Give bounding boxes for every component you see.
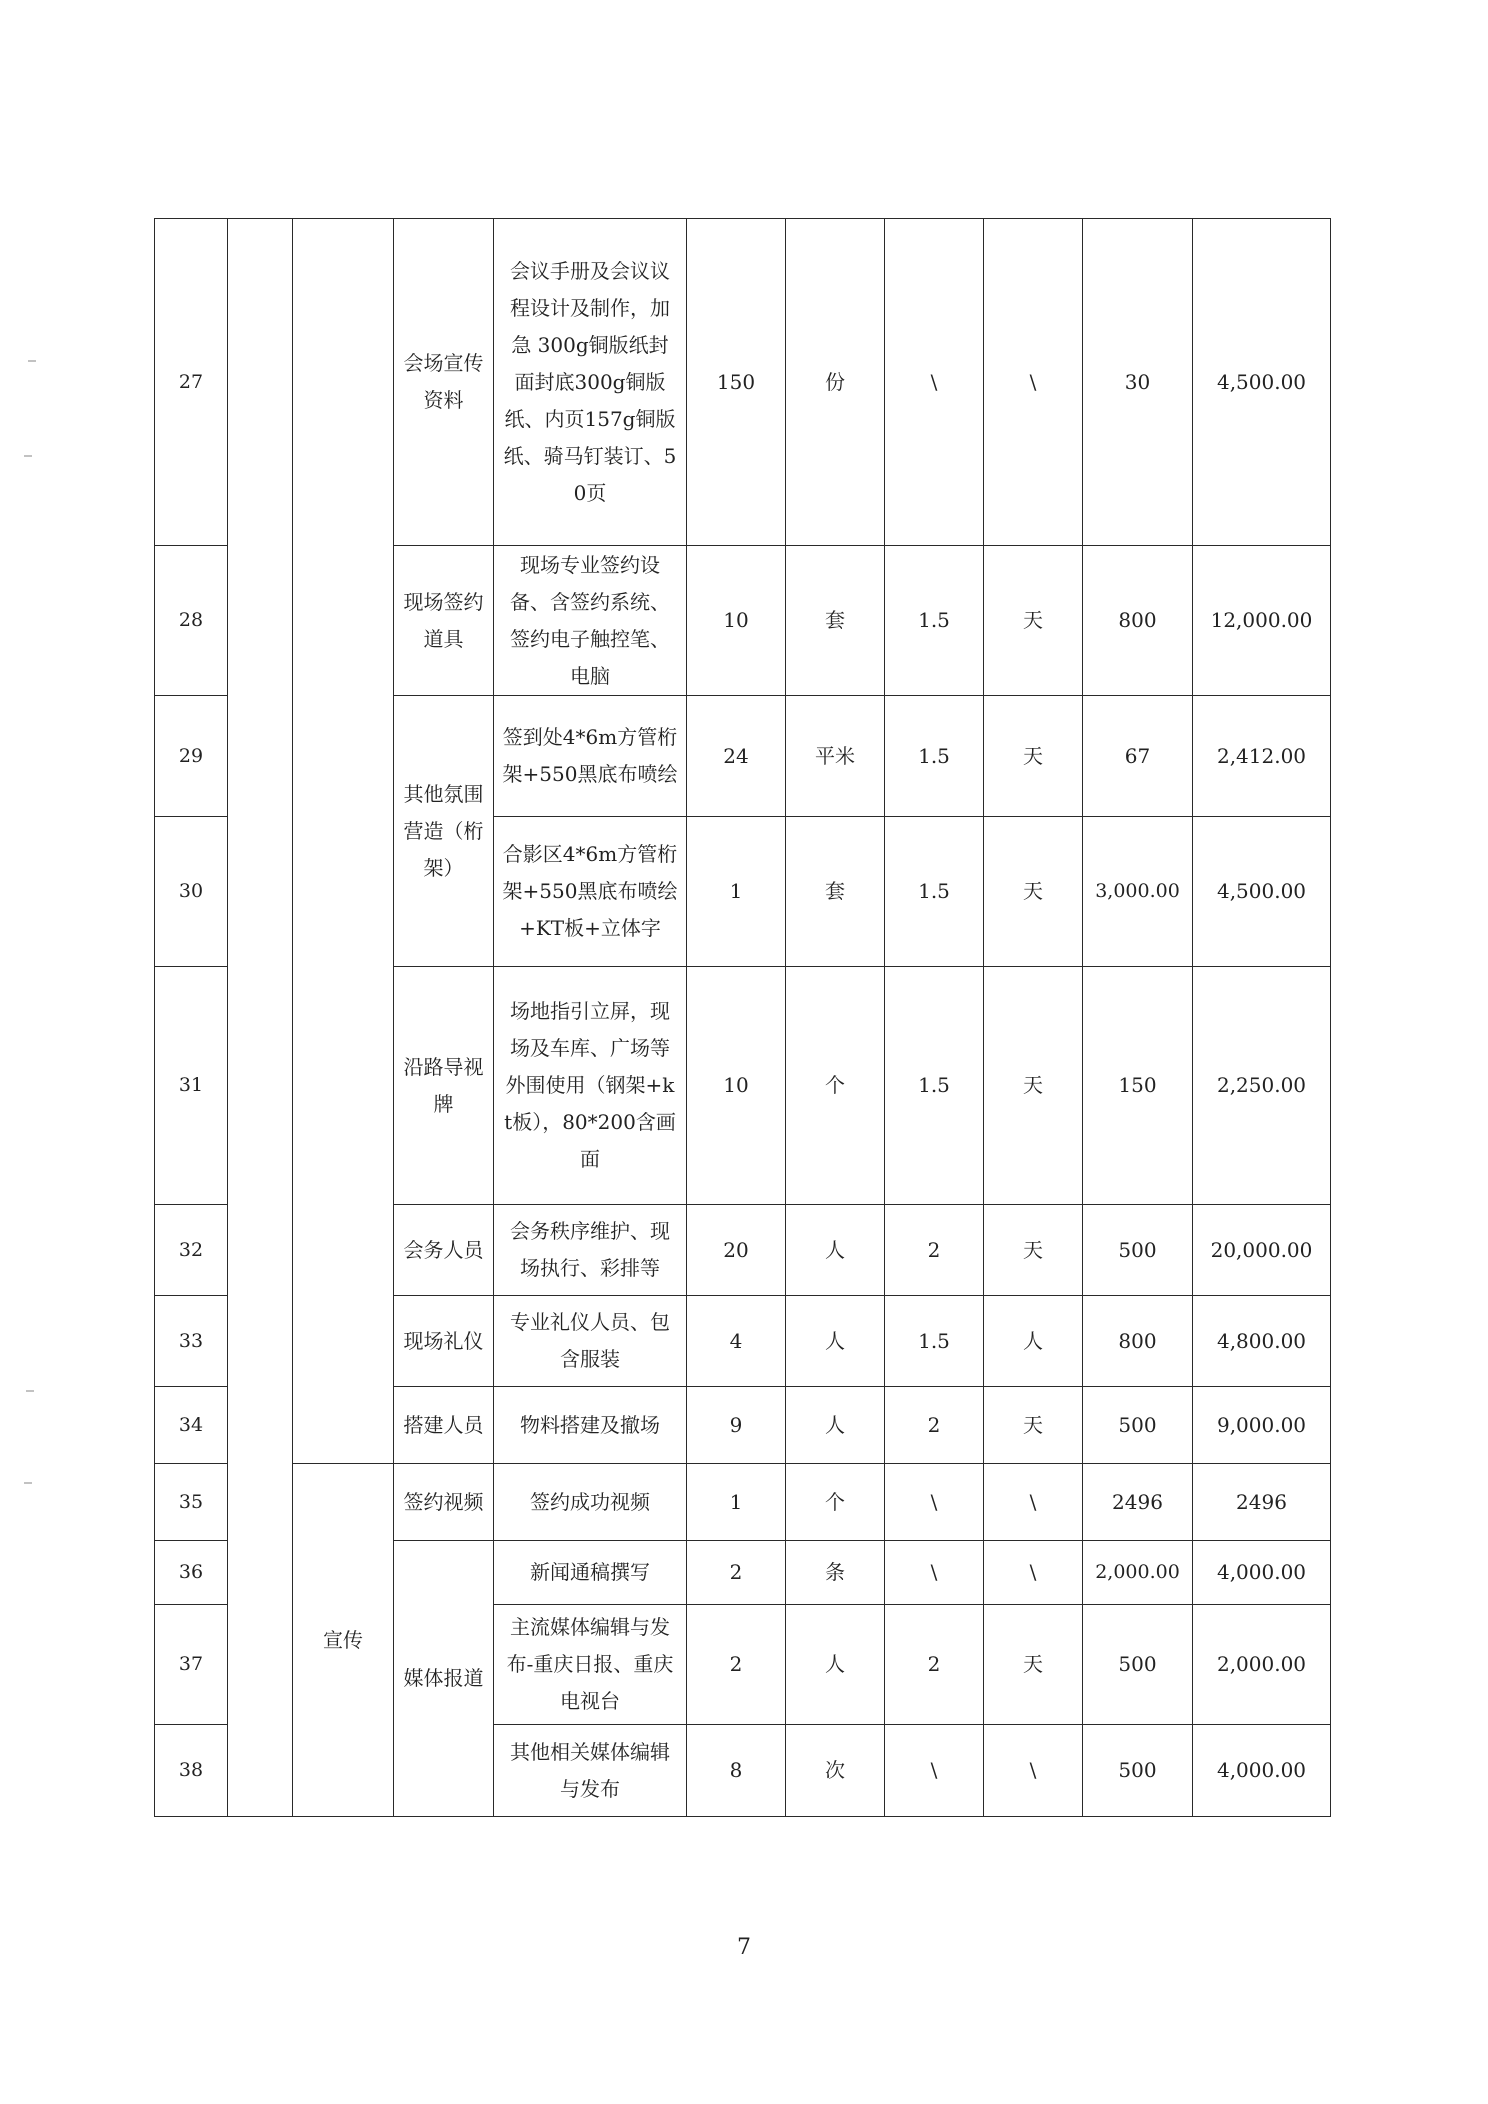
total: 4,500.00 bbox=[1193, 219, 1331, 546]
day-unit: \ bbox=[984, 1541, 1083, 1605]
row-number: 29 bbox=[155, 696, 228, 817]
unit-price: 500 bbox=[1083, 1205, 1193, 1296]
day-unit: 天 bbox=[984, 1605, 1083, 1725]
unit-price: 800 bbox=[1083, 1296, 1193, 1387]
days: 2 bbox=[885, 1605, 984, 1725]
unit: 人 bbox=[786, 1387, 885, 1464]
item-description: 物料搭建及撤场 bbox=[494, 1387, 687, 1464]
total: 2,250.00 bbox=[1193, 967, 1331, 1205]
days: 1.5 bbox=[885, 817, 984, 967]
day-unit: 天 bbox=[984, 1387, 1083, 1464]
unit: 条 bbox=[786, 1541, 885, 1605]
table-row bbox=[155, 1464, 1331, 1541]
row-number: 37 bbox=[155, 1605, 228, 1725]
unit-price: 800 bbox=[1083, 546, 1193, 696]
item-description: 专业礼仪人员、包含服装 bbox=[494, 1296, 687, 1387]
days: 1.5 bbox=[885, 967, 984, 1205]
item-description: 现场专业签约设备、含签约系统、签约电子触控笔、电脑 bbox=[494, 546, 687, 696]
item-description: 新闻通稿撰写 bbox=[494, 1541, 687, 1605]
row-number: 38 bbox=[155, 1725, 228, 1817]
total: 4,000.00 bbox=[1193, 1541, 1331, 1605]
quantity: 10 bbox=[687, 546, 786, 696]
row-number: 33 bbox=[155, 1296, 228, 1387]
quantity: 9 bbox=[687, 1387, 786, 1464]
item-name: 会场宣传资料 bbox=[394, 219, 494, 546]
row-number: 32 bbox=[155, 1205, 228, 1296]
unit-price: 3,000.00 bbox=[1083, 817, 1193, 967]
days: 2 bbox=[885, 1387, 984, 1464]
day-unit: \ bbox=[984, 219, 1083, 546]
total: 4,800.00 bbox=[1193, 1296, 1331, 1387]
row-number: 34 bbox=[155, 1387, 228, 1464]
total: 2,000.00 bbox=[1193, 1605, 1331, 1725]
row-number: 36 bbox=[155, 1541, 228, 1605]
row-number: 31 bbox=[155, 967, 228, 1205]
item-description: 其他相关媒体编辑与发布 bbox=[494, 1725, 687, 1817]
unit: 人 bbox=[786, 1205, 885, 1296]
day-unit: 天 bbox=[984, 967, 1083, 1205]
days: \ bbox=[885, 1725, 984, 1817]
category-cell-empty bbox=[293, 219, 394, 1464]
row-number: 28 bbox=[155, 546, 228, 696]
unit-price: 150 bbox=[1083, 967, 1193, 1205]
total: 2496 bbox=[1193, 1464, 1331, 1541]
blank-column-cell bbox=[228, 219, 293, 1817]
unit: 人 bbox=[786, 1296, 885, 1387]
item-description: 合影区4*6m方管桁架+550黑底布喷绘+KT板+立体字 bbox=[494, 817, 687, 967]
days: 1.5 bbox=[885, 546, 984, 696]
item-description: 场地指引立屏，现场及车库、广场等外围使用（钢架+kt板），80*200含画面 bbox=[494, 967, 687, 1205]
item-name: 媒体报道 bbox=[394, 1541, 494, 1817]
quantity: 24 bbox=[687, 696, 786, 817]
item-name: 现场签约道具 bbox=[394, 546, 494, 696]
unit: 平米 bbox=[786, 696, 885, 817]
quantity: 1 bbox=[687, 1464, 786, 1541]
item-description: 签到处4*6m方管桁架+550黑底布喷绘 bbox=[494, 696, 687, 817]
item-description: 会务秩序维护、现场执行、彩排等 bbox=[494, 1205, 687, 1296]
unit-price: 500 bbox=[1083, 1605, 1193, 1725]
item-description: 会议手册及会议议程设计及制作，加急 300g铜版纸封面封底300g铜版纸、内页157g铜版纸、骑马钉装订、50页 bbox=[494, 219, 687, 546]
quantity: 2 bbox=[687, 1605, 786, 1725]
unit: 份 bbox=[786, 219, 885, 546]
quantity: 8 bbox=[687, 1725, 786, 1817]
row-number: 27 bbox=[155, 219, 228, 546]
unit-price: 500 bbox=[1083, 1725, 1193, 1817]
unit-price: 67 bbox=[1083, 696, 1193, 817]
item-name: 签约视频 bbox=[394, 1464, 494, 1541]
item-name: 其他氛围营造（桁架） bbox=[394, 696, 494, 967]
total: 12,000.00 bbox=[1193, 546, 1331, 696]
unit: 个 bbox=[786, 1464, 885, 1541]
quantity: 4 bbox=[687, 1296, 786, 1387]
days: \ bbox=[885, 219, 984, 546]
unit: 套 bbox=[786, 817, 885, 967]
item-description: 签约成功视频 bbox=[494, 1464, 687, 1541]
day-unit: 天 bbox=[984, 546, 1083, 696]
quantity: 1 bbox=[687, 817, 786, 967]
total: 4,000.00 bbox=[1193, 1725, 1331, 1817]
table-row bbox=[155, 219, 1331, 546]
item-name: 沿路导视牌 bbox=[394, 967, 494, 1205]
days: 2 bbox=[885, 1205, 984, 1296]
quantity: 20 bbox=[687, 1205, 786, 1296]
item-description: 主流媒体编辑与发布-重庆日报、重庆电视台 bbox=[494, 1605, 687, 1725]
total: 20,000.00 bbox=[1193, 1205, 1331, 1296]
unit: 个 bbox=[786, 967, 885, 1205]
cost-table bbox=[154, 218, 1331, 1817]
total: 2,412.00 bbox=[1193, 696, 1331, 817]
category-cell: 宣传 bbox=[293, 1464, 394, 1817]
day-unit: 人 bbox=[984, 1296, 1083, 1387]
days: 1.5 bbox=[885, 1296, 984, 1387]
quantity: 10 bbox=[687, 967, 786, 1205]
item-name: 现场礼仪 bbox=[394, 1296, 494, 1387]
row-number: 35 bbox=[155, 1464, 228, 1541]
days: \ bbox=[885, 1464, 984, 1541]
unit: 人 bbox=[786, 1605, 885, 1725]
quantity: 150 bbox=[687, 219, 786, 546]
item-name: 会务人员 bbox=[394, 1205, 494, 1296]
page-number: 7 bbox=[737, 1935, 751, 1960]
day-unit: 天 bbox=[984, 1205, 1083, 1296]
row-number: 30 bbox=[155, 817, 228, 967]
unit-price: 2,000.00 bbox=[1083, 1541, 1193, 1605]
days: \ bbox=[885, 1541, 984, 1605]
days: 1.5 bbox=[885, 696, 984, 817]
day-unit: \ bbox=[984, 1725, 1083, 1817]
quantity: 2 bbox=[687, 1541, 786, 1605]
item-name: 搭建人员 bbox=[394, 1387, 494, 1464]
day-unit: 天 bbox=[984, 817, 1083, 967]
total: 4,500.00 bbox=[1193, 817, 1331, 967]
unit-price: 2496 bbox=[1083, 1464, 1193, 1541]
unit-price: 500 bbox=[1083, 1387, 1193, 1464]
unit: 次 bbox=[786, 1725, 885, 1817]
unit: 套 bbox=[786, 546, 885, 696]
day-unit: 天 bbox=[984, 696, 1083, 817]
total: 9,000.00 bbox=[1193, 1387, 1331, 1464]
unit-price: 30 bbox=[1083, 219, 1193, 546]
day-unit: \ bbox=[984, 1464, 1083, 1541]
